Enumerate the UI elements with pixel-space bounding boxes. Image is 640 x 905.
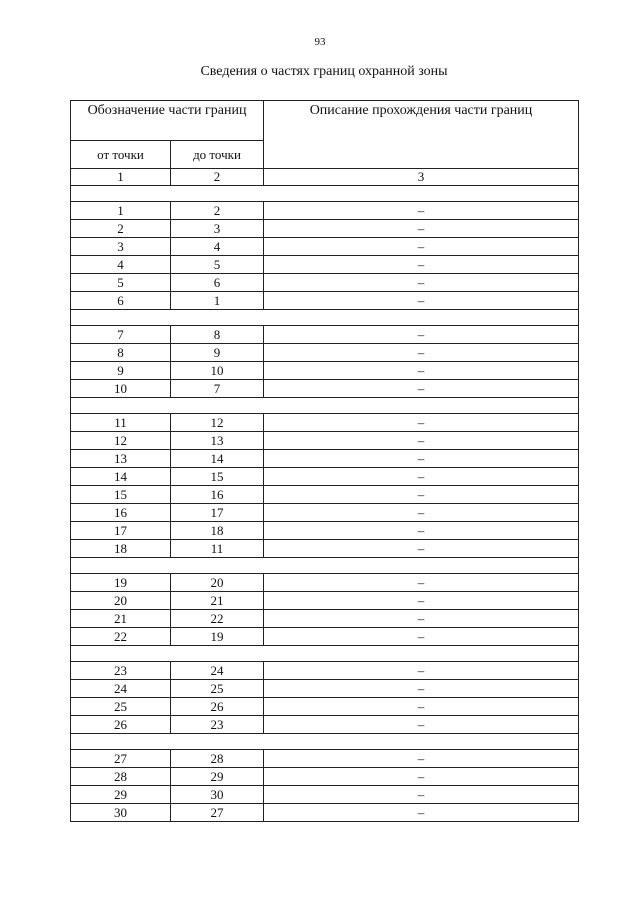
- from-point-cell: 1: [71, 202, 171, 220]
- description-cell: –: [264, 414, 579, 432]
- to-point-cell: 20: [171, 574, 264, 592]
- from-point-cell: 29: [71, 786, 171, 804]
- table-row: [71, 504, 579, 522]
- description-cell: –: [264, 450, 579, 468]
- description-cell: –: [264, 344, 579, 362]
- to-point-cell: 4: [171, 238, 264, 256]
- to-point-cell: 18: [171, 522, 264, 540]
- table-row: [71, 238, 579, 256]
- from-point-cell: 27: [71, 750, 171, 768]
- from-point-cell: 24: [71, 680, 171, 698]
- to-point-cell: 10: [171, 362, 264, 380]
- to-point-cell: 7: [171, 380, 264, 398]
- from-point-cell: 10: [71, 380, 171, 398]
- to-point-cell: 5: [171, 256, 264, 274]
- page-number: 93: [314, 36, 326, 48]
- to-point-cell: 27: [171, 804, 264, 822]
- from-point-cell: 19: [71, 574, 171, 592]
- table-row: [71, 362, 579, 380]
- to-point-cell: 13: [171, 432, 264, 450]
- column-number: 3: [264, 169, 579, 186]
- to-point-cell: 9: [171, 344, 264, 362]
- to-point-header: до точки: [171, 141, 264, 169]
- from-point-cell: 6: [71, 292, 171, 310]
- from-point-cell: 26: [71, 716, 171, 734]
- description-cell: –: [264, 220, 579, 238]
- to-point-cell: 23: [171, 716, 264, 734]
- to-point-cell: 19: [171, 628, 264, 646]
- table-row: [71, 716, 579, 734]
- to-point-cell: 3: [171, 220, 264, 238]
- description-cell: –: [264, 750, 579, 768]
- table-row: [71, 468, 579, 486]
- from-point-cell: 11: [71, 414, 171, 432]
- to-point-cell: 24: [171, 662, 264, 680]
- group-separator-cell: [71, 310, 579, 326]
- from-point-cell: 30: [71, 804, 171, 822]
- table-row: [71, 540, 579, 558]
- column-number: 1: [71, 169, 171, 186]
- to-point-cell: 15: [171, 468, 264, 486]
- description-header: Описание прохождения части границ: [264, 101, 579, 169]
- to-point-cell: 16: [171, 486, 264, 504]
- table-row: [71, 804, 579, 822]
- to-point-cell: 11: [171, 540, 264, 558]
- group-separator-cell: [71, 734, 579, 750]
- column-number: 2: [171, 169, 264, 186]
- to-point-cell: 8: [171, 326, 264, 344]
- to-point-cell: 25: [171, 680, 264, 698]
- from-point-cell: 4: [71, 256, 171, 274]
- designation-header: Обозначение части границ: [71, 101, 264, 141]
- to-point-cell: 29: [171, 768, 264, 786]
- to-point-cell: 28: [171, 750, 264, 768]
- group-separator-row: [71, 186, 579, 202]
- from-point-cell: 5: [71, 274, 171, 292]
- table-row: [71, 574, 579, 592]
- from-point-header: от точки: [71, 141, 171, 169]
- table-row: [71, 662, 579, 680]
- table-row: [71, 380, 579, 398]
- document-title: Сведения о частях границ охранной зоны: [200, 64, 448, 79]
- table-row: [71, 292, 579, 310]
- to-point-cell: 6: [171, 274, 264, 292]
- to-point-cell: 22: [171, 610, 264, 628]
- table-row: [71, 274, 579, 292]
- from-point-cell: 22: [71, 628, 171, 646]
- to-point-cell: 14: [171, 450, 264, 468]
- description-cell: –: [264, 662, 579, 680]
- table-row: [71, 202, 579, 220]
- to-point-cell: 21: [171, 592, 264, 610]
- description-cell: –: [264, 698, 579, 716]
- table-row: [71, 450, 579, 468]
- description-cell: –: [264, 628, 579, 646]
- description-cell: –: [264, 202, 579, 220]
- table-row: [71, 256, 579, 274]
- from-point-cell: 2: [71, 220, 171, 238]
- from-point-cell: 14: [71, 468, 171, 486]
- from-point-cell: 9: [71, 362, 171, 380]
- table-row: [71, 698, 579, 716]
- description-cell: –: [264, 680, 579, 698]
- description-cell: –: [264, 292, 579, 310]
- table-row: [71, 680, 579, 698]
- description-cell: –: [264, 768, 579, 786]
- table-row: [71, 592, 579, 610]
- from-point-cell: 8: [71, 344, 171, 362]
- from-point-cell: 18: [71, 540, 171, 558]
- table-row: [71, 432, 579, 450]
- table-row: [71, 750, 579, 768]
- description-cell: –: [264, 432, 579, 450]
- description-cell: –: [264, 256, 579, 274]
- table-row: [71, 628, 579, 646]
- description-cell: –: [264, 468, 579, 486]
- description-cell: –: [264, 326, 579, 344]
- from-point-cell: 15: [71, 486, 171, 504]
- description-cell: –: [264, 274, 579, 292]
- group-separator-row: [71, 398, 579, 414]
- group-separator-cell: [71, 398, 579, 414]
- from-point-cell: 20: [71, 592, 171, 610]
- table-row: [71, 486, 579, 504]
- to-point-cell: 17: [171, 504, 264, 522]
- boundaries-table: [70, 100, 579, 822]
- to-point-cell: 30: [171, 786, 264, 804]
- from-point-cell: 7: [71, 326, 171, 344]
- description-cell: –: [264, 362, 579, 380]
- to-point-cell: 26: [171, 698, 264, 716]
- table-row: [71, 522, 579, 540]
- from-point-cell: 17: [71, 522, 171, 540]
- from-point-cell: 3: [71, 238, 171, 256]
- group-separator-row: [71, 734, 579, 750]
- from-point-cell: 25: [71, 698, 171, 716]
- from-point-cell: 28: [71, 768, 171, 786]
- from-point-cell: 23: [71, 662, 171, 680]
- group-separator-cell: [71, 186, 579, 202]
- from-point-cell: 13: [71, 450, 171, 468]
- description-cell: –: [264, 486, 579, 504]
- group-separator-row: [71, 310, 579, 326]
- description-cell: –: [264, 804, 579, 822]
- group-separator-cell: [71, 558, 579, 574]
- table-row: [71, 768, 579, 786]
- group-separator-cell: [71, 646, 579, 662]
- from-point-cell: 12: [71, 432, 171, 450]
- table-row: [71, 220, 579, 238]
- description-cell: –: [264, 610, 579, 628]
- description-cell: –: [264, 380, 579, 398]
- description-cell: –: [264, 238, 579, 256]
- table-body: [71, 186, 579, 822]
- table-row: [71, 610, 579, 628]
- to-point-cell: 1: [171, 292, 264, 310]
- from-point-cell: 21: [71, 610, 171, 628]
- description-cell: –: [264, 522, 579, 540]
- group-separator-row: [71, 646, 579, 662]
- table-row: [71, 414, 579, 432]
- table-row: [71, 326, 579, 344]
- to-point-cell: 12: [171, 414, 264, 432]
- from-point-cell: 16: [71, 504, 171, 522]
- description-cell: –: [264, 592, 579, 610]
- description-cell: –: [264, 574, 579, 592]
- description-cell: –: [264, 716, 579, 734]
- description-cell: –: [264, 786, 579, 804]
- description-cell: –: [264, 504, 579, 522]
- group-separator-row: [71, 558, 579, 574]
- description-cell: –: [264, 540, 579, 558]
- to-point-cell: 2: [171, 202, 264, 220]
- table-row: [71, 344, 579, 362]
- table-row: [71, 786, 579, 804]
